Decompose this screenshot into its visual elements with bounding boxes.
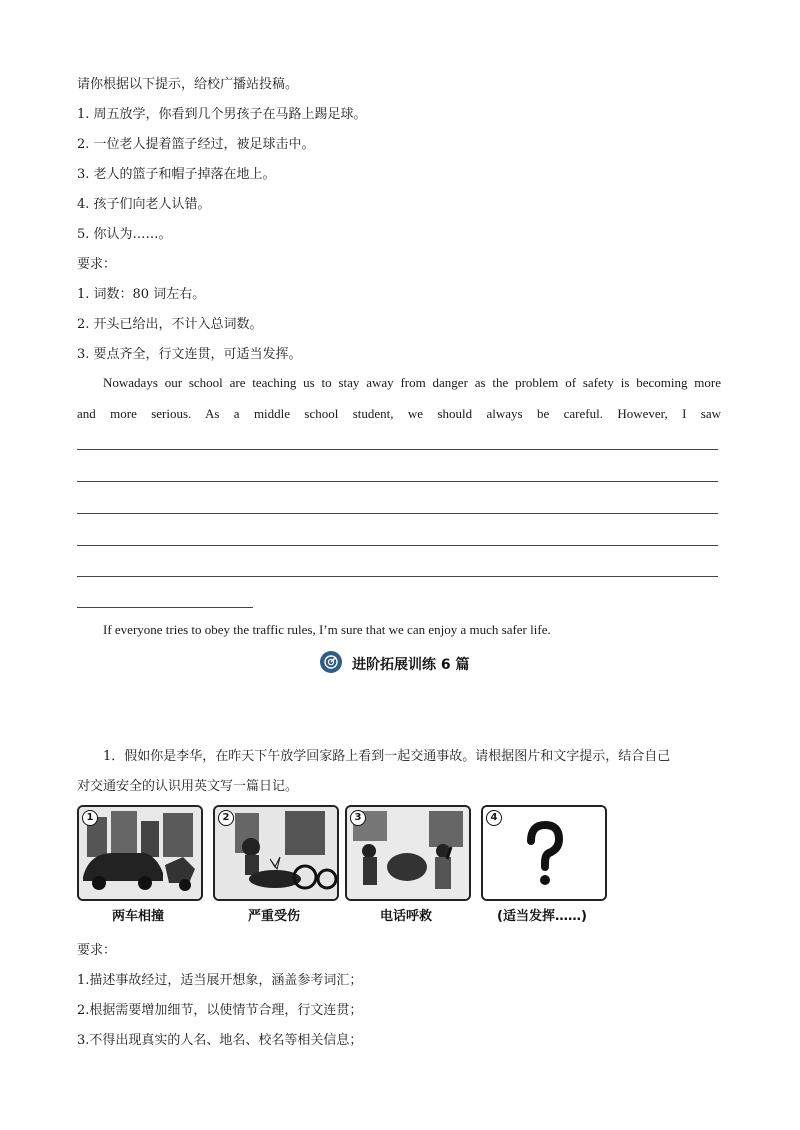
panel-caption: 两车相撞 (111, 909, 164, 924)
writing-line (77, 481, 718, 482)
panel-number: 2 (218, 810, 234, 826)
question-text-line-2: 对交通安全的认识用英文写一篇日记。 (77, 779, 299, 794)
panel-car-collision (77, 805, 203, 901)
prompt-item: 2. 一位老人提着篮子经过，被足球击中。 (77, 137, 315, 152)
requirement-item: 3. 要点齐全，行文连贯，可适当发挥。 (77, 347, 302, 362)
panel-caption: 电话呼救 (379, 909, 432, 924)
panel-calling-help (345, 805, 471, 901)
requirement-item: 2.根据需要增加细节，以使情节合理，行文连贯； (77, 1003, 363, 1018)
panel-caption: (适当发挥……) (497, 909, 587, 924)
panel-caption: 严重受伤 (247, 909, 300, 924)
section-title: 进阶拓展训练 6 篇 (352, 657, 470, 673)
panel-open-ending (481, 805, 607, 901)
prompt-item: 5. 你认为……。 (77, 227, 172, 242)
target-icon (320, 651, 342, 673)
opening-sentence-line-1: Nowadays our school are teaching us to stay away from danger as the problem of safety is becoming more (103, 375, 721, 390)
picture-panels (77, 805, 607, 930)
closing-sentence: If everyone tries to obey the traffic rules, I’m sure that we can enjoy a much safer life. (103, 622, 551, 637)
requirement-item: 1.描述事故经过，适当展开想象，涵盖参考词汇； (77, 973, 363, 988)
requirement-item: 1. 词数：80 词左右。 (77, 287, 206, 302)
requirements-label: 要求： (77, 257, 117, 272)
writing-line (77, 449, 718, 450)
requirements-label: 要求： (77, 943, 117, 958)
writing-line (77, 576, 718, 577)
prompt-item: 1. 周五放学，你看到几个男孩子在马路上踢足球。 (77, 107, 367, 122)
requirement-item: 2. 开头已给出，不计入总词数。 (77, 317, 263, 332)
opening-sentence-line-2: and more serious. As a middle school student, we should always be careful. However, I saw (77, 406, 721, 421)
writing-line (77, 545, 718, 546)
writing-line (77, 513, 718, 514)
prompt-item: 4. 孩子们向老人认错。 (77, 197, 211, 212)
panel-number: 3 (350, 810, 366, 826)
requirement-item: 3.不得出现真实的人名、地名、校名等相关信息； (77, 1033, 363, 1048)
panel-injured (213, 805, 339, 901)
panel-number: 4 (486, 810, 502, 826)
panel-number: 1 (82, 810, 98, 826)
question-text-line-1: 1．假如你是李华，在昨天下午放学回家路上看到一起交通事故。请根据图片和文字提示，结合自己 (103, 749, 671, 764)
writing-line-short (77, 607, 253, 608)
prompt-item: 3. 老人的篮子和帽子掉落在地上。 (77, 167, 276, 182)
section-header (320, 650, 470, 674)
intro-text: 请你根据以下提示，给校广播站投稿。 (77, 77, 299, 92)
